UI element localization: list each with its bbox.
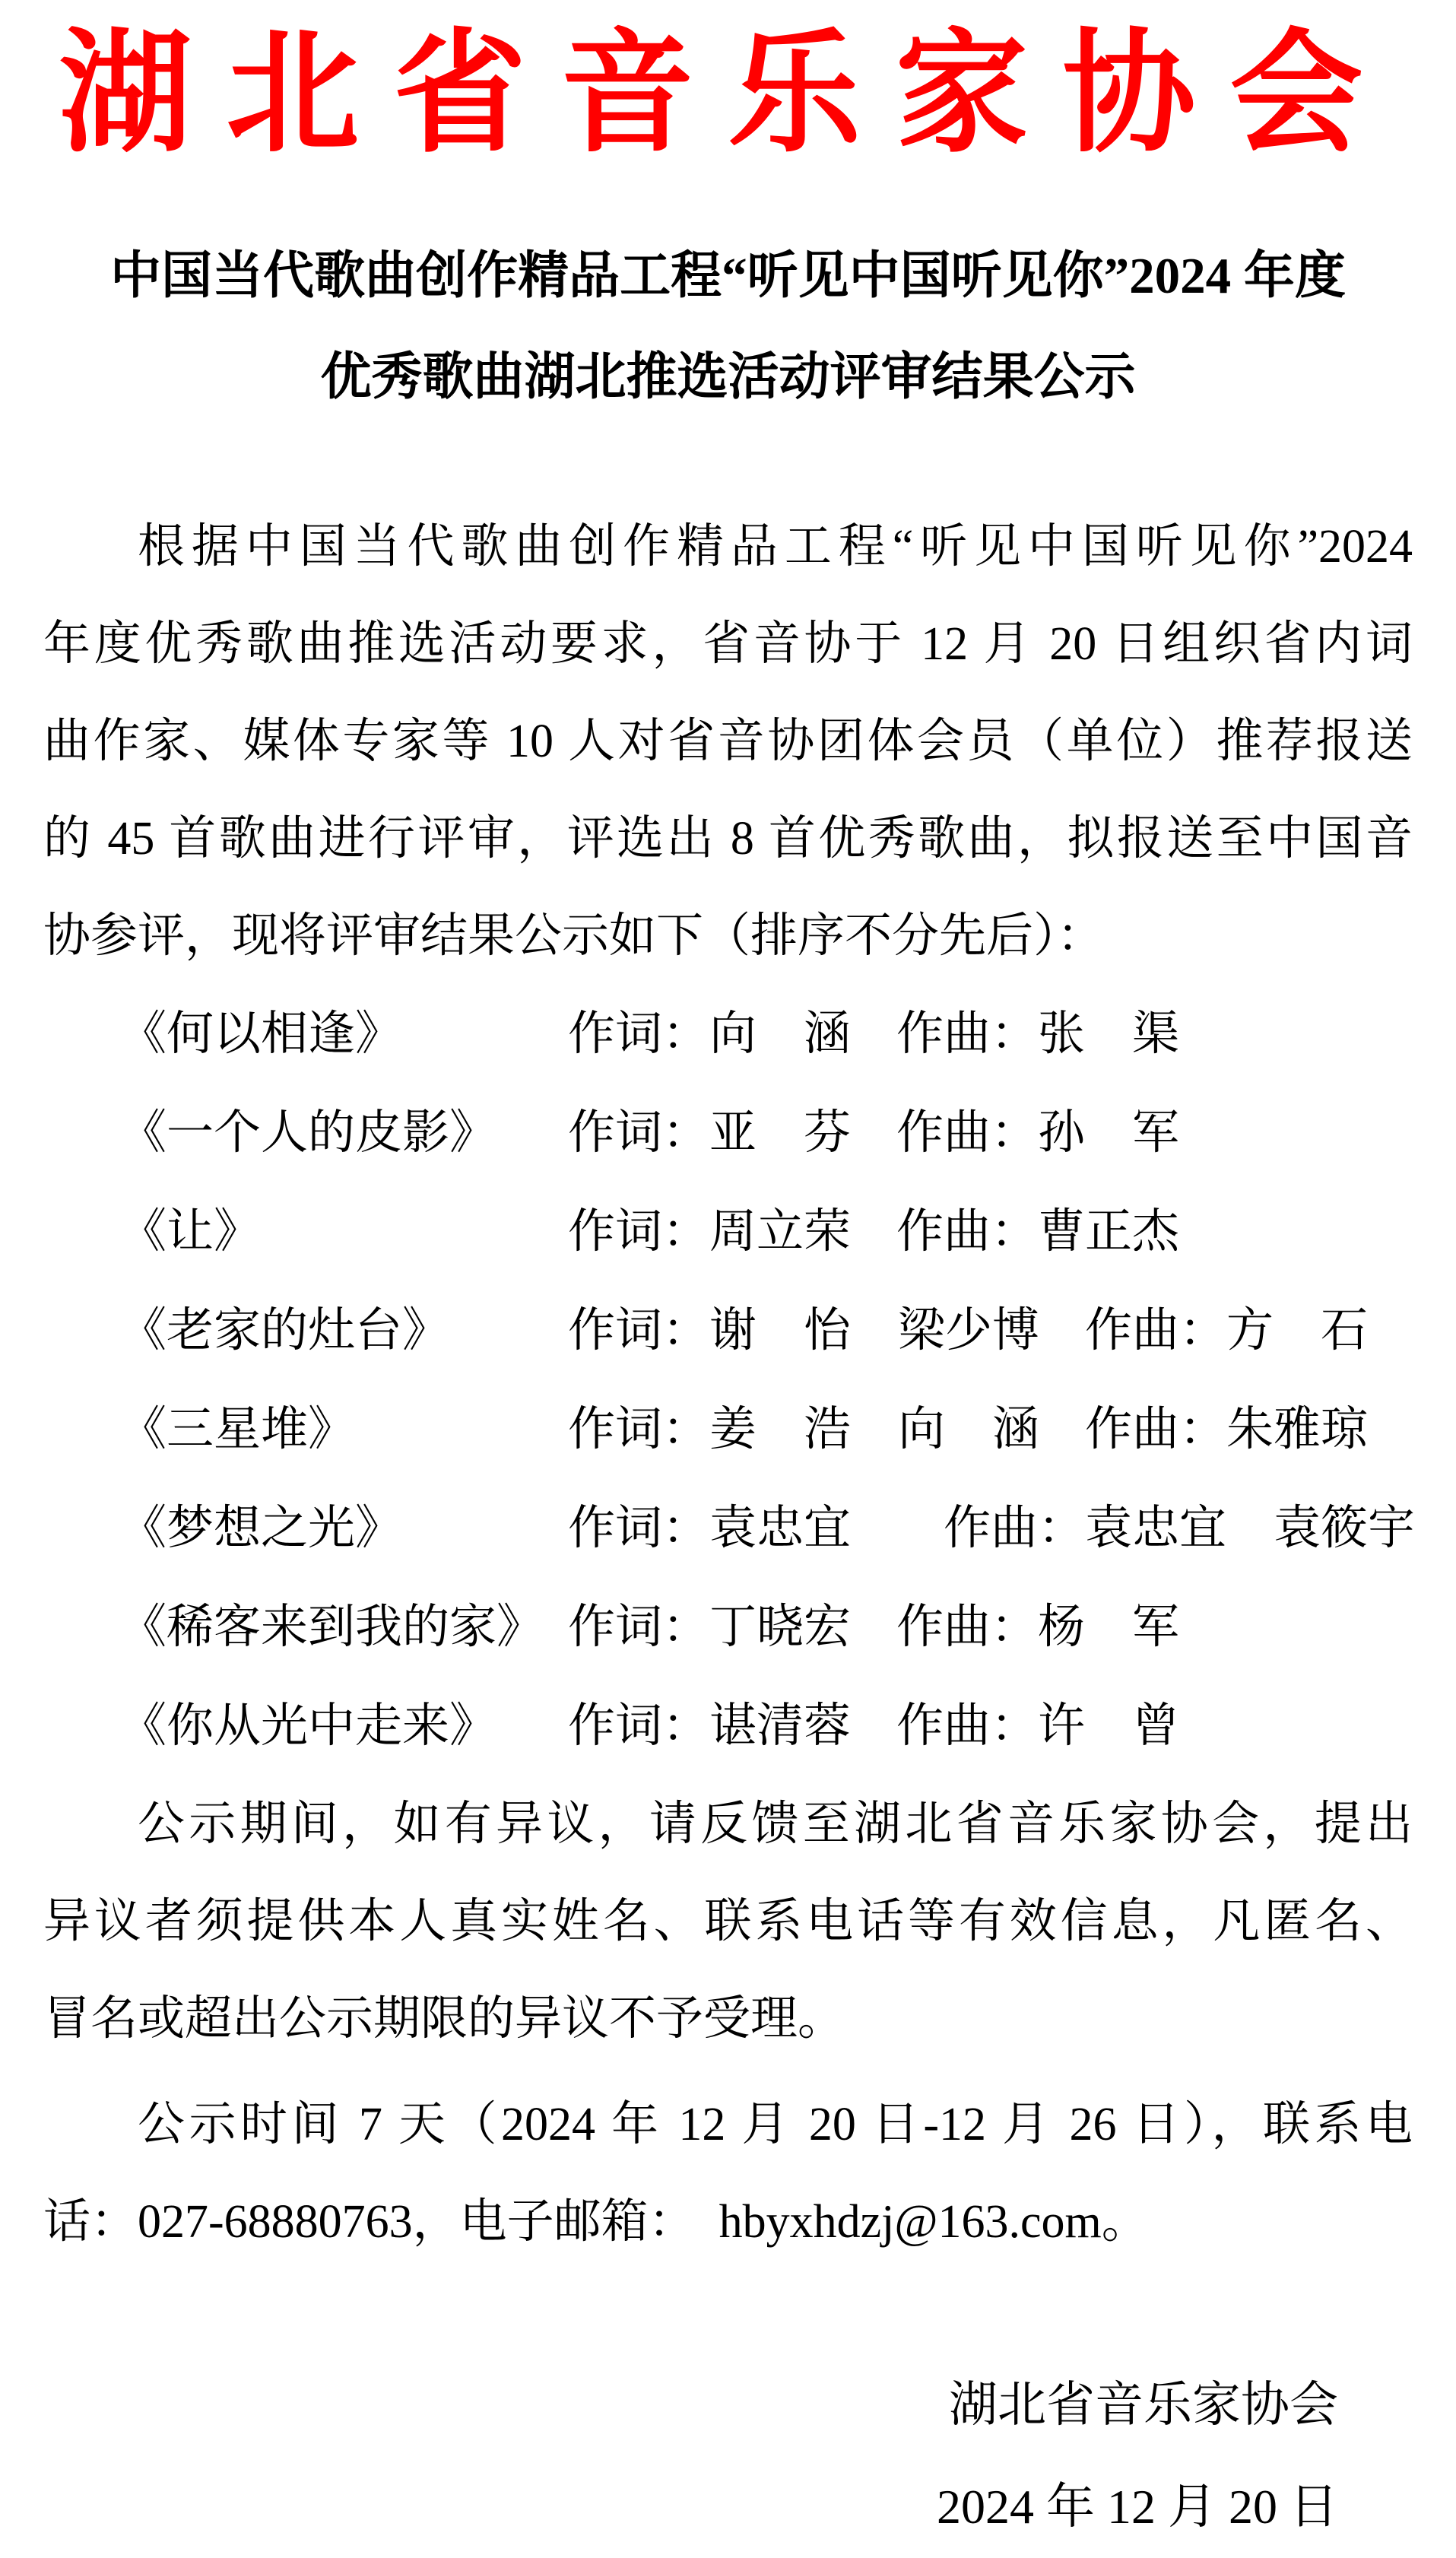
composer-label: 作曲： [896,1700,1039,1752]
composer-credit [896,985,1179,1084]
contact-line-1: 公示时间 7 天（2024 年 12 月 20 日-12 月 26 日），联系电 [138,2099,1413,2150]
lyricist-names: 谌清蓉 [709,1700,852,1752]
song-title: 《一个人的皮影》 [119,1107,497,1159]
song-title: 《老家的灶台》 [119,1305,450,1357]
heading-line-1: 中国当代歌曲创作精品工程“听见中国听见你”2024 年度 [110,248,1346,304]
lyricist-names: 谢 怡 梁少博 [709,1305,1040,1357]
song-row [43,1281,1413,1380]
signature-org: 湖北省音乐家协会 [949,2378,1338,2432]
objection-line-1: 公示期间，如有异议，请反馈至湖北省音乐家协会，提出 [138,1798,1413,1850]
song-title: 《稀客来到我的家》 [119,1601,544,1653]
composer-label: 作曲： [896,1107,1039,1159]
song-title: 《让》 [119,1206,262,1258]
lyricist-label: 作词： [568,1206,710,1258]
composer-names: 许 曾 [1038,1700,1180,1752]
lyricist-label: 作词： [568,1008,710,1060]
lyricist-names: 向 涵 [709,1008,852,1060]
song-row [43,1578,1413,1677]
contact-paragraph [43,2076,1413,2271]
signature-date: 2024 年 12 月 20 日 [937,2480,1338,2534]
song-title: 《你从光中走来》 [119,1700,497,1752]
lyricist-label: 作词： [568,1305,710,1357]
objection-line-3: 冒名或超出公示期限的异议不予受理。 [43,1993,845,2045]
lyricist-credit [568,1677,851,1776]
composer-credit [1085,1380,1368,1479]
composer-credit [896,1182,1179,1281]
lyricist-names: 周立荣 [709,1206,852,1258]
lyricist-label: 作词： [568,1503,710,1554]
song-title: 《梦想之光》 [119,1503,403,1554]
composer-names: 孙 军 [1038,1107,1180,1159]
song-title: 《何以相逢》 [119,1008,403,1060]
intro-paragraph [43,498,1413,985]
composer-label: 作曲： [1085,1404,1227,1455]
heading-line-2: 优秀歌曲湖北推选活动评审结果公示 [320,349,1136,405]
composer-names: 朱雅琼 [1226,1404,1369,1455]
lyricist-credit [568,985,851,1084]
song-row [43,985,1413,1084]
lyricist-label: 作词： [568,1404,710,1455]
intro-line-4: 的 45 首歌曲进行评审，评选出 8 首优秀歌曲，拟报送至中国音 [43,813,1413,865]
lyricist-names: 姜 浩 向 涵 [709,1404,1040,1455]
lyricist-names: 亚 芬 [709,1107,852,1159]
composer-label: 作曲： [896,1206,1039,1258]
contact-line-2: 话：027-68880763，电子邮箱： hbyxhdzj@163.com。 [43,2196,1149,2248]
lyricist-label: 作词： [568,1601,710,1653]
song-row [43,1677,1413,1776]
lyricist-credit [568,1578,851,1677]
lyricist-credit [568,1281,1039,1380]
lyricist-credit [568,1380,1039,1479]
objection-line-2: 异议者须提供本人真实姓名、联系电话等有效信息，凡匿名、 [43,1896,1413,1947]
lyricist-label: 作词： [568,1107,710,1159]
intro-line-3: 曲作家、媒体专家等 10 人对省音协团体会员（单位）推荐报送 [43,716,1413,767]
composer-names: 袁忠宜 袁筱宇 [1085,1503,1416,1554]
lyricist-names: 丁晓宏 [709,1601,852,1653]
song-row [43,1182,1413,1281]
composer-names: 曹正杰 [1038,1206,1180,1258]
song-title: 《三星堆》 [119,1404,356,1455]
composer-label: 作曲： [944,1503,1086,1554]
composer-label: 作曲： [1085,1305,1227,1357]
song-row [43,1479,1416,1578]
song-result-list [43,985,1416,1776]
lyricist-label: 作词： [568,1700,710,1752]
masthead-title: 湖北省音乐家协会 [59,21,1397,168]
composer-names: 方 石 [1226,1305,1369,1357]
composer-names: 杨 军 [1038,1601,1180,1653]
song-row [43,1380,1413,1479]
composer-credit [896,1084,1179,1182]
composer-credit [896,1677,1179,1776]
intro-line-2: 年度优秀歌曲推选活动要求，省音协于 12 月 20 日组织省内词 [43,618,1413,670]
composer-names: 张 渠 [1038,1008,1180,1060]
lyricist-credit [568,1084,851,1182]
composer-credit [944,1479,1415,1578]
intro-line-5: 协参评，现将评审结果公示如下（排序不分先后）： [43,910,1105,962]
objection-paragraph [43,1776,1413,2068]
song-row [43,1084,1413,1182]
composer-credit [896,1578,1179,1677]
lyricist-names: 袁忠宜 [709,1503,899,1554]
lyricist-credit [568,1479,898,1578]
intro-line-1: 根据中国当代歌曲创作精品工程“听见中国听见你”2024 [138,521,1413,573]
lyricist-credit [568,1182,851,1281]
composer-credit [1085,1281,1368,1380]
composer-label: 作曲： [896,1008,1039,1060]
signature-block [43,2354,1413,2558]
composer-label: 作曲： [896,1601,1039,1653]
document-heading [43,226,1413,428]
